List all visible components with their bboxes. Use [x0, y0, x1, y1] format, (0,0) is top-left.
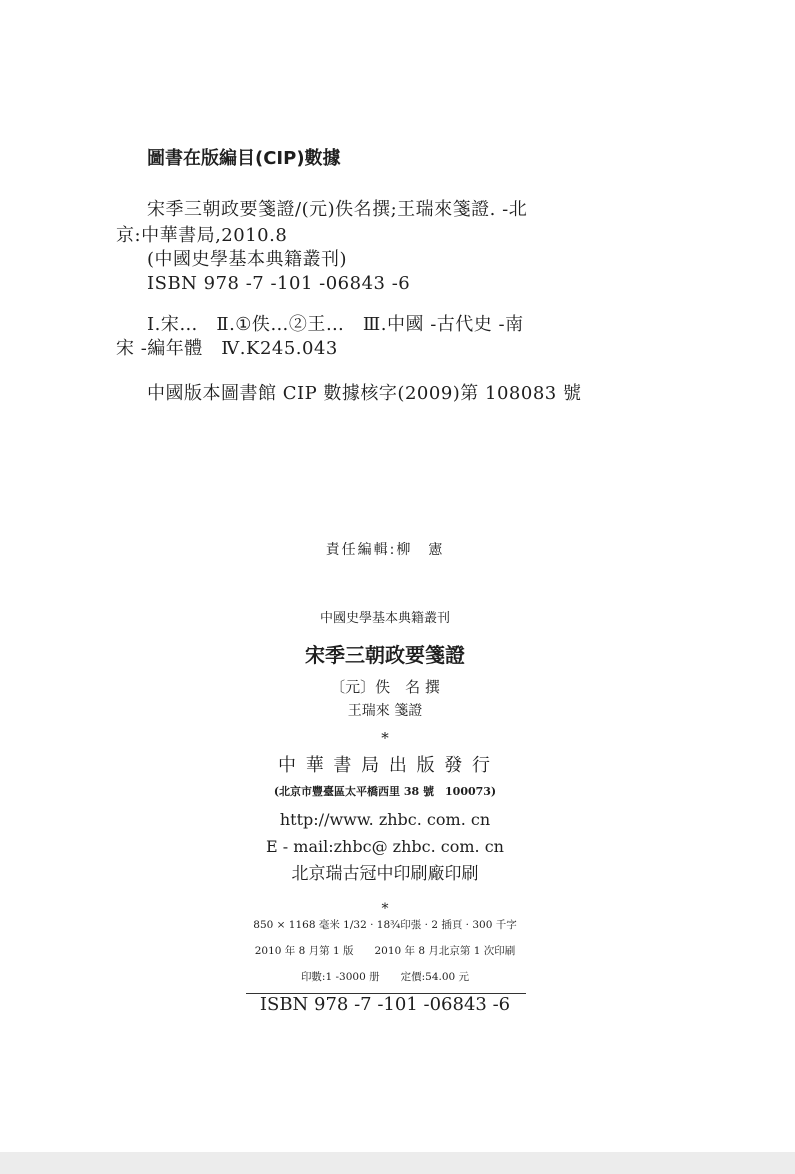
website: http://www. zhbc. com. cn — [279, 810, 491, 829]
book-title: 宋季三朝政要箋證 — [305, 643, 465, 667]
specifications: 850 × 1168 毫米 1/32 · 18¾印張 · 2 插頁 · 300 千字 — [253, 919, 517, 931]
print-run-price: 印數:1 -3000 册 定價:54.00 元 — [300, 971, 470, 983]
cip-line: ISBN 978 -7 -101 -06843 -6 — [147, 273, 411, 294]
separator: * — [381, 729, 389, 747]
edition-info: 2010 年 8 月第 1 版 2010 年 8 月北京第 1 次印刷 — [254, 945, 516, 957]
isbn: ISBN 978 -7 -101 -06843 -6 — [259, 994, 511, 1015]
classification-line: Ⅰ.宋… Ⅱ.①佚…②王… Ⅲ.中國 -古代史 -南 — [147, 314, 524, 335]
scan-edge — [0, 1152, 795, 1174]
classification-line: 宋 -編年體 Ⅳ.K245.043 — [116, 338, 338, 359]
cip-heading: 圖書在版編目(CIP)數據 — [147, 148, 341, 169]
separator: * — [381, 901, 389, 917]
publisher: 中 華 書 局 出 版 發 行 — [277, 755, 493, 776]
printer: 北京瑞古冠中印刷廠印刷 — [291, 864, 479, 884]
responsible-editor: 責任編輯:柳 憲 — [325, 542, 445, 558]
annotator: 王瑞來 箋證 — [347, 703, 423, 719]
email: E - mail:zhbc@ zhbc. com. cn — [266, 837, 504, 856]
cip-record-number: 中國版本圖書館 CIP 數據核字(2009)第 108083 號 — [147, 383, 582, 404]
series-name: 中國史學基本典籍叢刊 — [319, 611, 450, 626]
publisher-address: (北京市豐臺區太平橋西里 38 號 100073) — [273, 785, 497, 798]
cip-line: (中國史學基本典籍叢刊) — [147, 249, 348, 270]
cip-line: 宋季三朝政要箋證/(元)佚名撰;王瑞來箋證. -北 — [147, 199, 528, 220]
author: 〔元〕佚 名 撰 — [330, 678, 440, 696]
cip-line: 京:中華書局,2010.8 — [116, 225, 288, 246]
